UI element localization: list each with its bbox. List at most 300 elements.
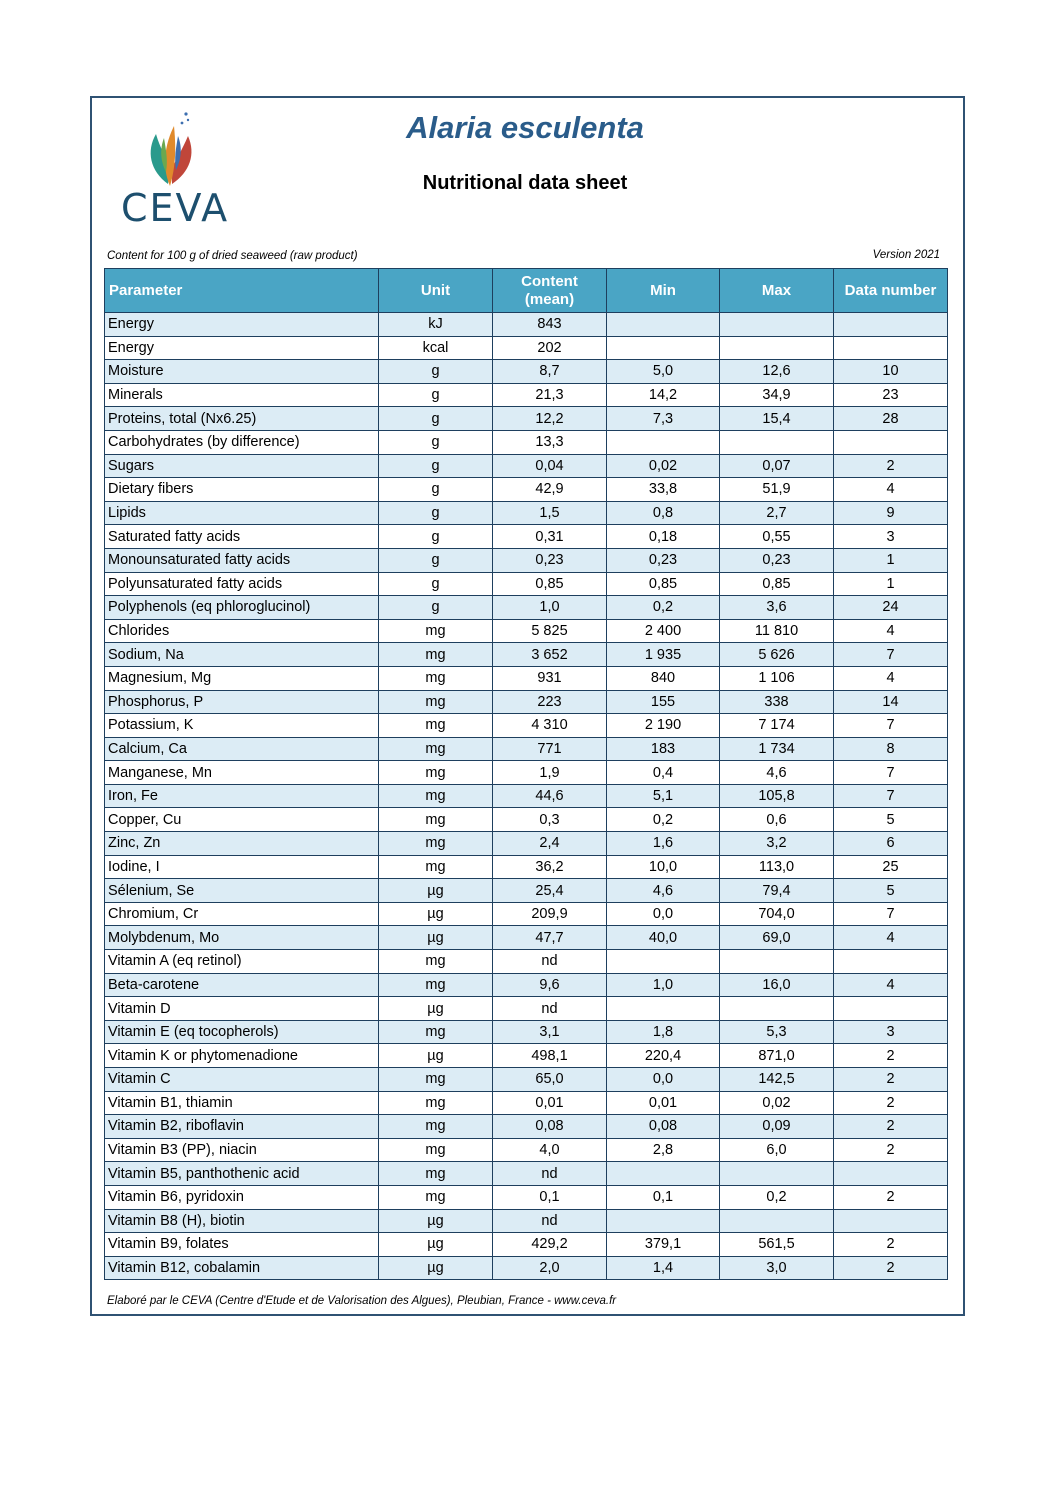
cell-max	[720, 1162, 834, 1186]
cell-data-number: 1	[834, 548, 948, 572]
cell-parameter: Calcium, Ca	[105, 737, 379, 761]
cell-parameter: Energy	[105, 313, 379, 337]
cell-data-number	[834, 313, 948, 337]
cell-max	[720, 950, 834, 974]
cell-unit: g	[379, 407, 493, 431]
cell-unit: mg	[379, 714, 493, 738]
cell-content-mean: 13,3	[493, 430, 607, 454]
table-row	[105, 879, 948, 903]
table-body	[105, 313, 948, 1280]
cell-content-mean: 1,5	[493, 501, 607, 525]
cell-content-mean: 44,6	[493, 784, 607, 808]
cell-data-number: 2	[834, 1044, 948, 1068]
cell-content-mean: 21,3	[493, 383, 607, 407]
table-row	[105, 1091, 948, 1115]
cell-parameter: Vitamin C	[105, 1068, 379, 1092]
cell-content-mean: 202	[493, 336, 607, 360]
cell-data-number: 2	[834, 1185, 948, 1209]
table-row	[105, 832, 948, 856]
cell-max: 5 626	[720, 643, 834, 667]
cell-unit: mg	[379, 737, 493, 761]
cell-parameter: Polyphenols (eq phloroglucinol)	[105, 596, 379, 620]
table-row	[105, 1020, 948, 1044]
cell-max: 3,0	[720, 1256, 834, 1280]
cell-unit: mg	[379, 950, 493, 974]
cell-parameter: Carbohydrates (by difference)	[105, 430, 379, 454]
logo-text: CEVA	[121, 186, 230, 230]
cell-data-number	[834, 430, 948, 454]
cell-unit: kJ	[379, 313, 493, 337]
cell-max	[720, 1209, 834, 1233]
cell-data-number: 7	[834, 643, 948, 667]
cell-max: 6,0	[720, 1138, 834, 1162]
cell-parameter: Vitamin B2, riboflavin	[105, 1115, 379, 1139]
cell-content-mean: 4,0	[493, 1138, 607, 1162]
table-row	[105, 714, 948, 738]
cell-content-mean: 3,1	[493, 1020, 607, 1044]
column-header-min: Min	[607, 269, 720, 313]
cell-min	[607, 997, 720, 1021]
table-row	[105, 690, 948, 714]
cell-data-number	[834, 950, 948, 974]
cell-parameter: Vitamin B9, folates	[105, 1233, 379, 1257]
cell-content-mean: 5 825	[493, 619, 607, 643]
cell-content-mean: 8,7	[493, 360, 607, 384]
table-row	[105, 1233, 948, 1257]
cell-unit: mg	[379, 1091, 493, 1115]
table-row	[105, 926, 948, 950]
table-row	[105, 501, 948, 525]
cell-unit: mg	[379, 1068, 493, 1092]
cell-min: 0,2	[607, 596, 720, 620]
table-row	[105, 313, 948, 337]
cell-content-mean: 42,9	[493, 478, 607, 502]
cell-min: 0,4	[607, 761, 720, 785]
table-row	[105, 383, 948, 407]
table-row	[105, 808, 948, 832]
cell-unit: mg	[379, 619, 493, 643]
cell-unit: mg	[379, 690, 493, 714]
cell-unit: µg	[379, 879, 493, 903]
cell-min: 2 400	[607, 619, 720, 643]
table-row	[105, 619, 948, 643]
cell-parameter: Phosphorus, P	[105, 690, 379, 714]
table-row	[105, 548, 948, 572]
cell-content-mean: 498,1	[493, 1044, 607, 1068]
cell-parameter: Potassium, K	[105, 714, 379, 738]
cell-content-mean: 771	[493, 737, 607, 761]
cell-data-number: 4	[834, 478, 948, 502]
cell-max: 4,6	[720, 761, 834, 785]
cell-min: 10,0	[607, 855, 720, 879]
cell-data-number: 6	[834, 832, 948, 856]
cell-content-mean: 1,9	[493, 761, 607, 785]
cell-min: 0,02	[607, 454, 720, 478]
cell-max: 0,6	[720, 808, 834, 832]
cell-min: 1,6	[607, 832, 720, 856]
cell-content-mean: 25,4	[493, 879, 607, 903]
cell-max: 3,2	[720, 832, 834, 856]
cell-min: 840	[607, 666, 720, 690]
cell-data-number: 2	[834, 1068, 948, 1092]
cell-min: 0,18	[607, 525, 720, 549]
cell-data-number: 2	[834, 1256, 948, 1280]
cell-unit: mg	[379, 1138, 493, 1162]
cell-parameter: Copper, Cu	[105, 808, 379, 832]
cell-max: 142,5	[720, 1068, 834, 1092]
cell-unit: µg	[379, 1044, 493, 1068]
cell-parameter: Lipids	[105, 501, 379, 525]
cell-min: 4,6	[607, 879, 720, 903]
content-note: Content for 100 g of dried seaweed (raw product)	[107, 250, 358, 262]
cell-max: 704,0	[720, 902, 834, 926]
cell-parameter: Saturated fatty acids	[105, 525, 379, 549]
cell-unit: g	[379, 383, 493, 407]
cell-parameter: Polyunsaturated fatty acids	[105, 572, 379, 596]
cell-unit: mg	[379, 1162, 493, 1186]
cell-parameter: Vitamin B12, cobalamin	[105, 1256, 379, 1280]
cell-parameter: Vitamin A (eq retinol)	[105, 950, 379, 974]
cell-parameter: Vitamin B6, pyridoxin	[105, 1185, 379, 1209]
cell-parameter: Vitamin B3 (PP), niacin	[105, 1138, 379, 1162]
cell-data-number: 14	[834, 690, 948, 714]
cell-data-number: 3	[834, 525, 948, 549]
table-row	[105, 454, 948, 478]
cell-min: 183	[607, 737, 720, 761]
cell-max: 3,6	[720, 596, 834, 620]
table-row	[105, 572, 948, 596]
cell-unit: mg	[379, 1020, 493, 1044]
table-row	[105, 737, 948, 761]
cell-content-mean: 0,31	[493, 525, 607, 549]
cell-unit: µg	[379, 1209, 493, 1233]
cell-content-mean: 0,08	[493, 1115, 607, 1139]
cell-content-mean: 2,0	[493, 1256, 607, 1280]
cell-max: 0,23	[720, 548, 834, 572]
table-row	[105, 1185, 948, 1209]
cell-parameter: Sodium, Na	[105, 643, 379, 667]
cell-min: 0,0	[607, 1068, 720, 1092]
cell-unit: g	[379, 596, 493, 620]
cell-data-number	[834, 1209, 948, 1233]
cell-data-number: 2	[834, 1233, 948, 1257]
cell-parameter: Dietary fibers	[105, 478, 379, 502]
cell-max: 11 810	[720, 619, 834, 643]
cell-unit: µg	[379, 1233, 493, 1257]
cell-parameter: Vitamin B1, thiamin	[105, 1091, 379, 1115]
cell-parameter: Vitamin E (eq tocopherols)	[105, 1020, 379, 1044]
cell-unit: g	[379, 454, 493, 478]
cell-parameter: Vitamin B5, panthothenic acid	[105, 1162, 379, 1186]
cell-unit: mg	[379, 808, 493, 832]
column-header-content-line2: (mean)	[524, 290, 575, 308]
cell-max: 113,0	[720, 855, 834, 879]
cell-content-mean: nd	[493, 997, 607, 1021]
cell-max: 69,0	[720, 926, 834, 950]
cell-max: 34,9	[720, 383, 834, 407]
cell-min: 0,0	[607, 902, 720, 926]
cell-unit: mg	[379, 784, 493, 808]
cell-max: 0,07	[720, 454, 834, 478]
cell-unit: g	[379, 548, 493, 572]
cell-max: 0,02	[720, 1091, 834, 1115]
cell-max: 5,3	[720, 1020, 834, 1044]
cell-parameter: Proteins, total (Nx6.25)	[105, 407, 379, 431]
cell-data-number: 25	[834, 855, 948, 879]
cell-min: 0,8	[607, 501, 720, 525]
cell-unit: mg	[379, 643, 493, 667]
cell-parameter: Iron, Fe	[105, 784, 379, 808]
table-row	[105, 1162, 948, 1186]
cell-min: 0,23	[607, 548, 720, 572]
table-row	[105, 1209, 948, 1233]
cell-unit: mg	[379, 1185, 493, 1209]
table-row	[105, 643, 948, 667]
page-title: Alaria esculenta	[406, 110, 644, 145]
cell-parameter: Sélenium, Se	[105, 879, 379, 903]
cell-data-number: 23	[834, 383, 948, 407]
table-row	[105, 855, 948, 879]
cell-min: 220,4	[607, 1044, 720, 1068]
cell-min	[607, 336, 720, 360]
cell-unit: mg	[379, 832, 493, 856]
cell-content-mean: 843	[493, 313, 607, 337]
cell-max: 1 106	[720, 666, 834, 690]
cell-content-mean: 223	[493, 690, 607, 714]
cell-content-mean: 4 310	[493, 714, 607, 738]
cell-data-number: 7	[834, 761, 948, 785]
cell-data-number: 2	[834, 454, 948, 478]
cell-unit: mg	[379, 761, 493, 785]
cell-max: 0,85	[720, 572, 834, 596]
cell-content-mean: 2,4	[493, 832, 607, 856]
table-row	[105, 784, 948, 808]
cell-data-number: 4	[834, 619, 948, 643]
cell-content-mean: 1,0	[493, 596, 607, 620]
cell-content-mean: 209,9	[493, 902, 607, 926]
table-row	[105, 950, 948, 974]
cell-max: 16,0	[720, 973, 834, 997]
table-row	[105, 997, 948, 1021]
cell-unit: µg	[379, 926, 493, 950]
cell-max	[720, 336, 834, 360]
cell-min: 155	[607, 690, 720, 714]
cell-max: 0,55	[720, 525, 834, 549]
cell-max: 7 174	[720, 714, 834, 738]
cell-data-number: 10	[834, 360, 948, 384]
cell-content-mean: nd	[493, 1162, 607, 1186]
cell-min: 1,8	[607, 1020, 720, 1044]
column-header-content-line1: Content	[521, 272, 578, 290]
cell-content-mean: 0,04	[493, 454, 607, 478]
table-row	[105, 1068, 948, 1092]
cell-parameter: Vitamin B8 (H), biotin	[105, 1209, 379, 1233]
cell-parameter: Iodine, I	[105, 855, 379, 879]
table-row	[105, 1256, 948, 1280]
cell-unit: kcal	[379, 336, 493, 360]
table-row	[105, 973, 948, 997]
cell-data-number: 9	[834, 501, 948, 525]
cell-max: 12,6	[720, 360, 834, 384]
column-header-unit: Unit	[379, 269, 493, 313]
table-row	[105, 478, 948, 502]
cell-parameter: Monounsaturated fatty acids	[105, 548, 379, 572]
version-note: Version 2021	[872, 249, 940, 261]
cell-data-number: 24	[834, 596, 948, 620]
cell-parameter: Energy	[105, 336, 379, 360]
cell-min: 0,08	[607, 1115, 720, 1139]
cell-content-mean: 0,01	[493, 1091, 607, 1115]
page-subtitle: Nutritional data sheet	[422, 172, 628, 194]
cell-unit: g	[379, 478, 493, 502]
cell-max: 51,9	[720, 478, 834, 502]
cell-content-mean: 0,1	[493, 1185, 607, 1209]
cell-data-number: 1	[834, 572, 948, 596]
cell-unit: mg	[379, 666, 493, 690]
cell-unit: g	[379, 430, 493, 454]
cell-unit: mg	[379, 1115, 493, 1139]
cell-unit: g	[379, 572, 493, 596]
cell-data-number: 8	[834, 737, 948, 761]
cell-max: 15,4	[720, 407, 834, 431]
cell-min: 7,3	[607, 407, 720, 431]
cell-parameter: Sugars	[105, 454, 379, 478]
cell-min: 5,1	[607, 784, 720, 808]
cell-max: 105,8	[720, 784, 834, 808]
cell-min	[607, 1162, 720, 1186]
cell-parameter: Moisture	[105, 360, 379, 384]
cell-unit: µg	[379, 997, 493, 1021]
cell-data-number	[834, 1162, 948, 1186]
cell-min: 1,0	[607, 973, 720, 997]
cell-unit: g	[379, 360, 493, 384]
cell-parameter: Magnesium, Mg	[105, 666, 379, 690]
cell-content-mean: 0,3	[493, 808, 607, 832]
column-header-parameter: Parameter	[105, 269, 379, 313]
cell-data-number: 5	[834, 808, 948, 832]
cell-max: 79,4	[720, 879, 834, 903]
cell-min	[607, 950, 720, 974]
column-header-max: Max	[720, 269, 834, 313]
cell-min: 2 190	[607, 714, 720, 738]
table-row	[105, 336, 948, 360]
cell-min: 40,0	[607, 926, 720, 950]
cell-content-mean: 429,2	[493, 1233, 607, 1257]
cell-content-mean: 0,85	[493, 572, 607, 596]
cell-data-number	[834, 336, 948, 360]
cell-unit: g	[379, 501, 493, 525]
table-row	[105, 1138, 948, 1162]
cell-content-mean: 0,23	[493, 548, 607, 572]
cell-min: 379,1	[607, 1233, 720, 1257]
nutrition-table	[104, 268, 948, 1280]
cell-min: 33,8	[607, 478, 720, 502]
cell-data-number: 7	[834, 902, 948, 926]
table-row	[105, 407, 948, 431]
cell-content-mean: nd	[493, 950, 607, 974]
cell-min: 0,01	[607, 1091, 720, 1115]
cell-unit: g	[379, 525, 493, 549]
table-row	[105, 525, 948, 549]
cell-unit: mg	[379, 973, 493, 997]
footer-credit: Elaboré par le CEVA (Centre d'Etude et de Valorisation des Algues), Pleubian, France - www.ceva.fr	[107, 1295, 617, 1307]
cell-min: 0,1	[607, 1185, 720, 1209]
cell-parameter: Manganese, Mn	[105, 761, 379, 785]
cell-content-mean: 12,2	[493, 407, 607, 431]
cell-max: 0,2	[720, 1185, 834, 1209]
cell-min: 2,8	[607, 1138, 720, 1162]
cell-min	[607, 313, 720, 337]
cell-min: 14,2	[607, 383, 720, 407]
cell-parameter: Vitamin D	[105, 997, 379, 1021]
cell-min: 1,4	[607, 1256, 720, 1280]
cell-content-mean: 9,6	[493, 973, 607, 997]
cell-data-number: 7	[834, 784, 948, 808]
cell-data-number: 3	[834, 1020, 948, 1044]
table-row	[105, 761, 948, 785]
cell-unit: µg	[379, 1256, 493, 1280]
table-row	[105, 1115, 948, 1139]
cell-max: 1 734	[720, 737, 834, 761]
cell-data-number: 4	[834, 926, 948, 950]
cell-min: 0,85	[607, 572, 720, 596]
cell-max	[720, 430, 834, 454]
cell-min	[607, 430, 720, 454]
cell-data-number: 2	[834, 1138, 948, 1162]
table-header-row	[105, 269, 948, 313]
cell-parameter: Chlorides	[105, 619, 379, 643]
cell-max: 2,7	[720, 501, 834, 525]
cell-parameter: Molybdenum, Mo	[105, 926, 379, 950]
table-row	[105, 360, 948, 384]
cell-min: 5,0	[607, 360, 720, 384]
cell-data-number: 4	[834, 666, 948, 690]
table-row	[105, 596, 948, 620]
cell-min: 0,2	[607, 808, 720, 832]
cell-data-number	[834, 997, 948, 1021]
cell-unit: mg	[379, 855, 493, 879]
cell-content-mean: 65,0	[493, 1068, 607, 1092]
cell-min: 1 935	[607, 643, 720, 667]
cell-data-number: 4	[834, 973, 948, 997]
cell-data-number: 28	[834, 407, 948, 431]
cell-content-mean: nd	[493, 1209, 607, 1233]
cell-data-number: 2	[834, 1091, 948, 1115]
cell-max	[720, 997, 834, 1021]
table-row	[105, 1044, 948, 1068]
cell-parameter: Minerals	[105, 383, 379, 407]
cell-min	[607, 1209, 720, 1233]
column-header-content	[493, 269, 607, 313]
cell-data-number: 5	[834, 879, 948, 903]
cell-content-mean: 931	[493, 666, 607, 690]
cell-parameter: Beta-carotene	[105, 973, 379, 997]
cell-parameter: Zinc, Zn	[105, 832, 379, 856]
cell-max: 338	[720, 690, 834, 714]
cell-data-number: 7	[834, 714, 948, 738]
cell-unit: µg	[379, 902, 493, 926]
table-row	[105, 902, 948, 926]
column-header-data-number: Data number	[834, 269, 948, 313]
cell-max: 561,5	[720, 1233, 834, 1257]
cell-max: 871,0	[720, 1044, 834, 1068]
cell-parameter: Vitamin K or phytomenadione	[105, 1044, 379, 1068]
cell-parameter: Chromium, Cr	[105, 902, 379, 926]
cell-data-number: 2	[834, 1115, 948, 1139]
cell-content-mean: 36,2	[493, 855, 607, 879]
table-row	[105, 430, 948, 454]
table-row	[105, 666, 948, 690]
